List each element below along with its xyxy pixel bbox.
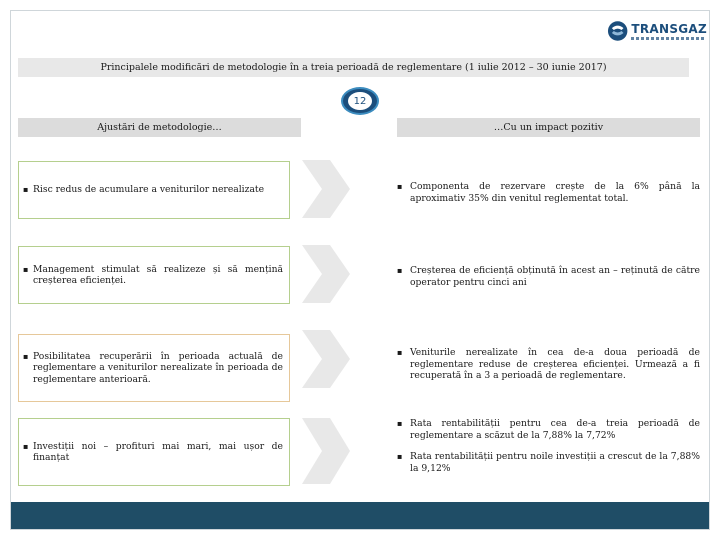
company-logo [607, 20, 707, 42]
left-column-header: Ajustări de metodologie… [18, 118, 301, 137]
transgaz-logo-icon [607, 20, 628, 42]
right-item-text: ▪ Creșterea de eficiență obținută în acest an – reținută de către operator pentru cinci ani [397, 265, 700, 288]
right-item-4 [397, 418, 700, 441]
chevron-arrow-icon [302, 330, 350, 388]
right-item-text: ▪ Veniturile nerealizate în cea de-a doua perioadă de reglementare reduse de creșterea eficienței. Urmează a fi recuperată în a 3 a perioadă de reglementare. [397, 347, 700, 382]
footer-bar [11, 502, 709, 529]
right-item-5 [397, 451, 700, 474]
slide-title: Principalele modificări de metodologie în a treia perioadă de reglementare (1 iulie 2012 – 30 iunie 2017) [18, 58, 689, 77]
logo-name: TRANSGAZ [631, 21, 707, 36]
chevron-arrow-icon [302, 245, 350, 303]
left-item-text: ▪ Investiții noi – profituri mai mari, mai ușor de finanțat [33, 441, 283, 464]
left-box-2 [18, 246, 290, 304]
right-item-text: ▪ Rata rentabilității pentru cea de-a treia perioadă de reglementare a scăzut de la 7,88% la 7,72% [397, 418, 700, 441]
right-item-text: ▪ Rata rentabilității pentru noile investiții a crescut de la 7,88% la 9,12% [397, 451, 700, 474]
page-number: 12 [348, 92, 372, 110]
left-item-text: ▪ Risc redus de acumulare a veniturilor nerealizate [33, 184, 264, 196]
right-item-text: ▪ Componenta de rezervare crește de la 6% până la aproximativ 35% din venitul reglementat total. [397, 181, 700, 204]
chevron-arrow-icon [302, 418, 350, 484]
right-item-3 [397, 347, 700, 382]
chevron-arrow-icon [302, 160, 350, 218]
right-item-2 [397, 265, 700, 288]
left-box-3 [18, 334, 290, 402]
logo-tagline [631, 37, 705, 40]
left-box-1 [18, 161, 290, 219]
left-item-text: ▪ Posibilitatea recuperării în perioada actuală de reglementare a veniturilor nerealizate în perioada de reglementare anterioară. [33, 351, 283, 386]
right-item-1 [397, 181, 700, 204]
page-number-badge [341, 87, 379, 115]
right-column-header: …Cu un impact pozitiv [397, 118, 700, 137]
left-box-4 [18, 418, 290, 486]
left-item-text: ▪ Management stimulat să realizeze și să mențină creșterea eficienței. [33, 264, 283, 287]
